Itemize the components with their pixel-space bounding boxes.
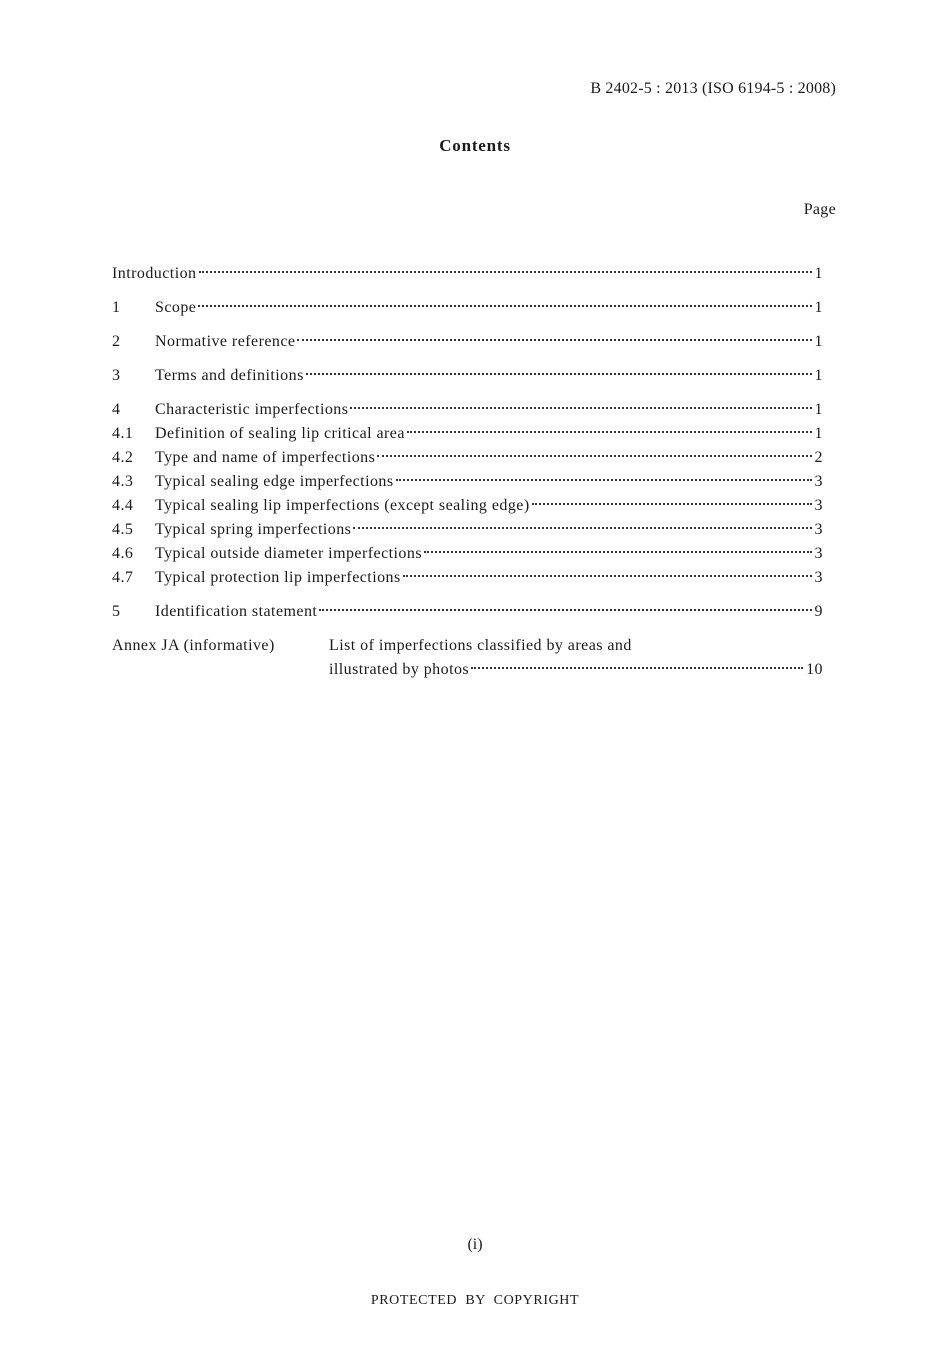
toc-entry-title: Introduction — [112, 265, 197, 282]
copyright-notice: PROTECTED BY COPYRIGHT — [370, 1293, 580, 1308]
toc-entry-title: Normative reference — [155, 333, 296, 350]
toc-entry-4-4[interactable] — [112, 494, 823, 518]
toc-entry-title: Typical sealing lip imperfections (except sealing edge) — [155, 497, 530, 514]
toc-entry-number: 2 — [112, 333, 121, 350]
toc-entry-number: 5 — [112, 603, 121, 620]
toc-entry-page: 1 — [814, 401, 823, 418]
dot-leader — [377, 455, 811, 457]
toc-entry-page: 2 — [814, 449, 823, 466]
dot-leader — [306, 373, 812, 375]
toc-entry-title: Characteristic imperfections — [155, 401, 349, 418]
page-column-label: Page — [803, 201, 836, 218]
toc-entry-number: 4.6 — [112, 545, 134, 562]
toc-entry-title: Terms and definitions — [155, 367, 304, 384]
toc-entry-4-1[interactable] — [112, 422, 823, 446]
toc-entry-annex-ja[interactable] — [112, 634, 823, 682]
toc-entry-page: 3 — [814, 569, 823, 586]
toc-entry-4-5[interactable] — [112, 518, 823, 542]
document-standard-id: B 2402-5 : 2013 (ISO 6194-5 : 2008) — [590, 80, 836, 97]
annex-title-line2-row — [329, 658, 823, 682]
toc-entry-introduction[interactable] — [112, 262, 823, 286]
dot-leader — [199, 271, 812, 273]
toc-entry-page: 1 — [814, 265, 823, 282]
annex-title-line2: illustrated by photos — [329, 661, 470, 678]
toc-entry-page: 3 — [814, 497, 823, 514]
toc-entry-number: 1 — [112, 299, 121, 316]
toc-entry-4-7[interactable] — [112, 566, 823, 590]
toc-entry-page: 3 — [814, 473, 823, 490]
dot-leader — [350, 407, 811, 409]
toc-entry-scope[interactable] — [112, 296, 823, 320]
toc-entry-4-2[interactable] — [112, 446, 823, 470]
toc-entry-number: 4.7 — [112, 569, 134, 586]
toc-entry-page: 9 — [814, 603, 823, 620]
footer-page-number: (i) — [467, 1236, 483, 1253]
toc-entry-number: 4.5 — [112, 521, 134, 538]
annex-title-block — [329, 634, 823, 682]
toc-entry-title: Typical outside diameter imperfections — [155, 545, 423, 562]
toc-entry-normative-reference[interactable] — [112, 330, 823, 354]
toc-entry-title: Typical spring imperfections — [155, 521, 352, 538]
toc-entry-title: Typical sealing edge imperfections — [155, 473, 394, 490]
dot-leader — [198, 305, 811, 307]
dot-leader — [407, 431, 812, 433]
dot-leader — [471, 667, 803, 669]
toc-entry-number: 4 — [112, 401, 121, 418]
toc-entry-title: Identification statement — [155, 603, 318, 620]
dot-leader — [396, 479, 812, 481]
dot-leader — [353, 527, 811, 529]
toc-entry-page: 1 — [814, 367, 823, 384]
toc-entry-page: 10 — [806, 661, 823, 678]
dot-leader — [319, 609, 811, 611]
toc-entry-title: Definition of sealing lip critical area — [155, 425, 405, 442]
annex-label: Annex JA (informative) — [112, 637, 275, 654]
dot-leader — [532, 503, 812, 505]
dot-leader — [403, 575, 812, 577]
toc-entry-title: Scope — [155, 299, 197, 316]
toc-entry-number: 4.1 — [112, 425, 134, 442]
toc-entry-characteristic-imperfections[interactable] — [112, 398, 823, 422]
toc-entry-identification-statement[interactable] — [112, 600, 823, 624]
toc-entry-page: 1 — [814, 299, 823, 316]
dot-leader — [424, 551, 812, 553]
annex-title-line1: List of imperfections classified by areas and — [329, 637, 632, 654]
toc-entry-4-3[interactable] — [112, 470, 823, 494]
toc-entry-title: Typical protection lip imperfections — [155, 569, 401, 586]
toc-entry-page: 3 — [814, 521, 823, 538]
toc-entry-page: 3 — [814, 545, 823, 562]
toc-entry-page: 1 — [814, 333, 823, 350]
toc-entry-number: 3 — [112, 367, 121, 384]
dot-leader — [297, 339, 811, 341]
toc-entry-page: 1 — [814, 425, 823, 442]
toc-entry-number: 4.2 — [112, 449, 134, 466]
toc-entry-title: Type and name of imperfections — [155, 449, 376, 466]
table-of-contents — [112, 262, 823, 682]
toc-entry-number: 4.3 — [112, 473, 134, 490]
contents-heading: Contents — [439, 136, 511, 155]
toc-entry-terms-definitions[interactable] — [112, 364, 823, 388]
toc-entry-number: 4.4 — [112, 497, 134, 514]
toc-entry-4-6[interactable] — [112, 542, 823, 566]
